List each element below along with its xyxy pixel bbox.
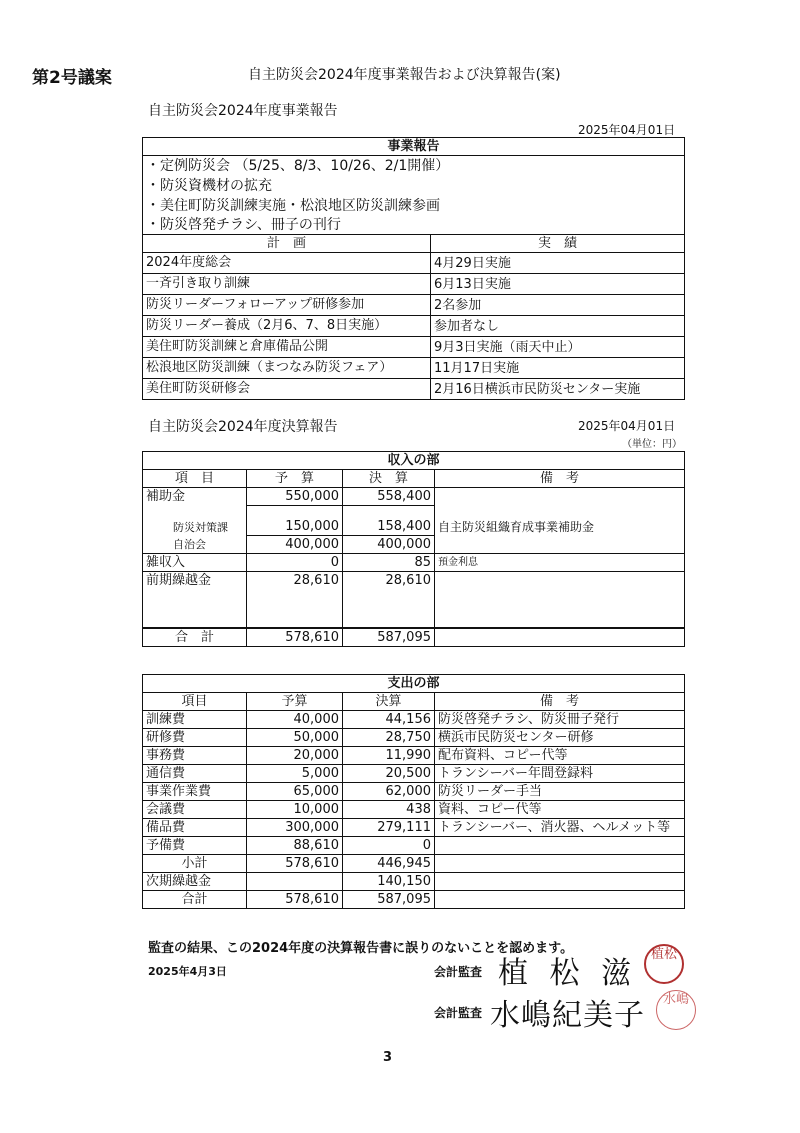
expense-note: 防災リーダー手当 [435, 783, 685, 801]
auditor1-signature: 植 松 滋 [498, 956, 638, 991]
expense-note: 防災啓発チラシ、防災冊子発行 [435, 711, 685, 729]
plan-cell: 2024年度総会 [143, 253, 431, 274]
next-carry-budget [247, 873, 343, 891]
expense-note [435, 837, 685, 855]
income-item: 補助金 [143, 488, 247, 506]
expense-budget: 300,000 [247, 819, 343, 837]
income-section-title: 収入の部 [143, 452, 685, 470]
col-item-header: 項目 [143, 693, 247, 711]
plan-cell: 松浪地区防災訓練（まつなみ防災フェア） [143, 358, 431, 379]
income-table [142, 451, 685, 647]
audit-date: 2025年4月3日 [148, 965, 227, 978]
expense-subtotal-label: 小計 [143, 855, 247, 873]
col-note-header: 備 考 [435, 693, 685, 711]
col-budget-header: 予算 [247, 693, 343, 711]
income-actual: 400,000 [343, 536, 435, 554]
income-item: 雑収入 [143, 554, 247, 572]
auditor2-seal: 水嶋 [656, 990, 696, 1030]
col-budget-header: 予 算 [247, 470, 343, 488]
income-total-actual: 587,095 [343, 628, 435, 647]
expense-total-actual: 587,095 [343, 891, 435, 909]
page-number: 3 [383, 1050, 393, 1065]
expense-total-budget: 578,610 [247, 891, 343, 909]
expense-item: 事務費 [143, 747, 247, 765]
audit-statement: 監査の結果、この2024年度の決算報告書に誤りのないことを認めます。 [148, 941, 574, 956]
expense-budget: 5,000 [247, 765, 343, 783]
income-budget: 550,000 [247, 488, 343, 506]
auditor-label: 会計監査 [434, 965, 483, 979]
expense-note: 資料、コピー代等 [435, 801, 685, 819]
report-title: 自主防災会2024年度事業報告 [148, 103, 338, 119]
result-cell: 9月3日実施（雨天中止） [431, 337, 685, 358]
report-item: ・防災啓発チラシ、冊子の刊行 [143, 216, 685, 235]
col-result-header: 実 績 [431, 235, 685, 253]
col-plan-header: 計 画 [143, 235, 431, 253]
expense-note: 横浜市民防災センター研修 [435, 729, 685, 747]
expense-note: 配布資料、コピー代等 [435, 747, 685, 765]
income-actual: 85 [343, 554, 435, 572]
expense-note: トランシーバー年間登録料 [435, 765, 685, 783]
income-sub-item: 自治会 [143, 536, 247, 554]
expense-budget: 20,000 [247, 747, 343, 765]
expense-actual: 20,500 [343, 765, 435, 783]
income-actual: 28,610 [343, 572, 435, 628]
auditor2-signature: 水嶋紀美子 [490, 998, 645, 1033]
expense-actual: 438 [343, 801, 435, 819]
income-sub-item: 防災対策課 [143, 506, 247, 536]
col-actual-header: 決算 [343, 693, 435, 711]
report-item: ・美住町防災訓練実施・松浪地区防災訓練参画 [143, 196, 685, 216]
expense-actual: 279,111 [343, 819, 435, 837]
expense-item: 訓練費 [143, 711, 247, 729]
next-carry-actual: 140,150 [343, 873, 435, 891]
expense-item: 通信費 [143, 765, 247, 783]
plan-cell: 美住町防災研修会 [143, 379, 431, 400]
expense-total-label: 合計 [143, 891, 247, 909]
finance-date: 2025年04月01日 [578, 419, 676, 433]
income-actual: 558,400 [343, 488, 435, 506]
income-budget: 0 [247, 554, 343, 572]
income-note: 預金利息 [435, 554, 685, 572]
next-carry-label: 次期繰越金 [143, 873, 247, 891]
expense-subtotal-actual: 446,945 [343, 855, 435, 873]
document-title: 自主防災会2024年度事業報告および決算報告(案) [248, 67, 561, 83]
expense-subtotal-budget: 578,610 [247, 855, 343, 873]
result-cell: 6月13日実施 [431, 274, 685, 295]
expense-actual: 11,990 [343, 747, 435, 765]
expense-budget: 50,000 [247, 729, 343, 747]
result-cell: 4月29日実施 [431, 253, 685, 274]
expense-actual: 44,156 [343, 711, 435, 729]
report-section-title: 事業報告 [143, 138, 685, 156]
auditor1-seal: 植松 [644, 944, 684, 984]
col-actual-header: 決 算 [343, 470, 435, 488]
result-cell: 2名参加 [431, 295, 685, 316]
business-report-table [142, 137, 685, 400]
expense-item: 研修費 [143, 729, 247, 747]
expense-item: 備品費 [143, 819, 247, 837]
expense-item: 会議費 [143, 801, 247, 819]
expense-actual: 28,750 [343, 729, 435, 747]
income-budget: 150,000 [247, 506, 343, 536]
result-cell: 2月16日横浜市民防災センター実施 [431, 379, 685, 400]
plan-cell: 防災リーダーフォローアップ研修参加 [143, 295, 431, 316]
col-note-header: 備 考 [435, 470, 685, 488]
income-total-budget: 578,610 [247, 628, 343, 647]
expense-budget: 40,000 [247, 711, 343, 729]
plan-cell: 一斉引き取り訓練 [143, 274, 431, 295]
agenda-number: 第2号議案 [32, 68, 112, 88]
report-item: ・定例防災会 （5/25、8/3、10/26、2/1開催） [143, 156, 685, 177]
report-date: 2025年04月01日 [578, 123, 676, 137]
income-total-label: 合 計 [143, 628, 247, 647]
result-cell: 参加者なし [431, 316, 685, 337]
plan-cell: 美住町防災訓練と倉庫備品公開 [143, 337, 431, 358]
expense-item: 予備費 [143, 837, 247, 855]
expense-actual: 0 [343, 837, 435, 855]
finance-title: 自主防災会2024年度決算報告 [148, 419, 338, 435]
auditor-label: 会計監査 [434, 1006, 483, 1020]
expense-budget: 10,000 [247, 801, 343, 819]
expense-item: 事業作業費 [143, 783, 247, 801]
expense-budget: 65,000 [247, 783, 343, 801]
income-note: 自主防災組織育成事業補助金 [435, 506, 685, 536]
expense-actual: 62,000 [343, 783, 435, 801]
expense-budget: 88,610 [247, 837, 343, 855]
col-item-header: 項 目 [143, 470, 247, 488]
plan-cell: 防災リーダー養成（2月6、7、8日実施） [143, 316, 431, 337]
report-item: ・防災資機材の拡充 [143, 176, 685, 196]
income-budget: 400,000 [247, 536, 343, 554]
income-budget: 28,610 [247, 572, 343, 628]
result-cell: 11月17日実施 [431, 358, 685, 379]
expense-table [142, 674, 685, 909]
income-item: 前期繰越金 [143, 572, 247, 628]
unit-label: （単位：円） [622, 439, 682, 450]
expense-section-title: 支出の部 [143, 675, 685, 693]
income-actual: 158,400 [343, 506, 435, 536]
expense-note: トランシーバー、消火器、ヘルメット等 [435, 819, 685, 837]
